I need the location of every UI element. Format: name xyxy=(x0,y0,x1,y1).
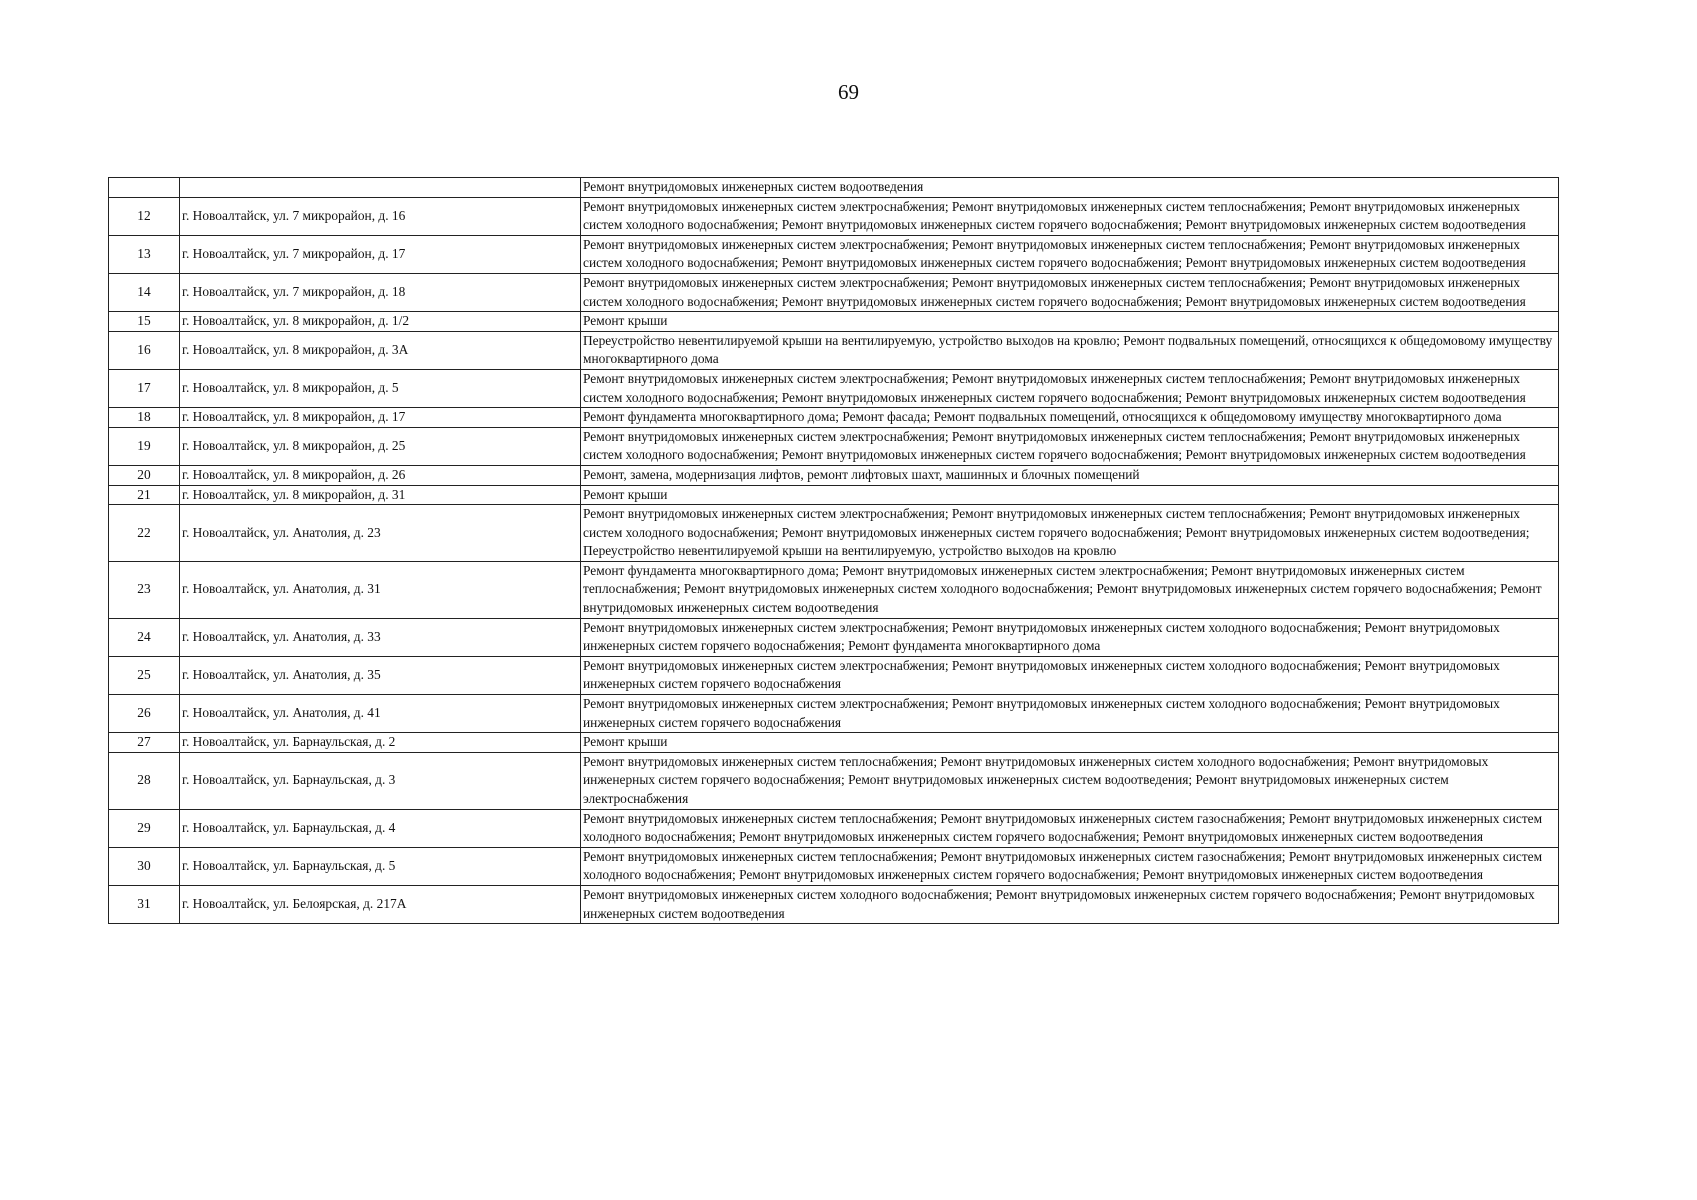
work-description-cell: Ремонт внутридомовых инженерных систем электроснабжения; Ремонт внутридомовых инженерных систем холодного водоснабжения; Ремонт внутридомовых инженерных систем горячего водоснабжения xyxy=(581,656,1559,694)
row-number-cell: 23 xyxy=(109,561,180,618)
row-number-cell: 26 xyxy=(109,695,180,733)
address-cell: г. Новоалтайск, ул. Белоярская, д. 217А xyxy=(180,885,581,923)
table-row xyxy=(109,465,1559,485)
work-description-cell: Ремонт внутридомовых инженерных систем теплоснабжения; Ремонт внутридомовых инженерных систем холодного водоснабжения; Ремонт внутридомовых инженерных систем горячего водоснабжения; Ремонт внутридомовых инженерных систем водоотведения; Ремонт внутридомовых инженерных систем электроснабжения xyxy=(581,752,1559,809)
row-number-cell: 30 xyxy=(109,847,180,885)
address-cell: г. Новоалтайск, ул. Анатолия, д. 35 xyxy=(180,656,581,694)
work-description-cell: Ремонт внутридомовых инженерных систем электроснабжения; Ремонт внутридомовых инженерных систем теплоснабжения; Ремонт внутридомовых инженерных систем холодного водоснабжения; Ремонт внутридомовых инженерных систем горячего водоснабжения; Ремонт внутридомовых инженерных систем водоотведения xyxy=(581,235,1559,273)
address-cell: г. Новоалтайск, ул. 7 микрорайон, д. 17 xyxy=(180,235,581,273)
table-row xyxy=(109,561,1559,618)
table-row xyxy=(109,695,1559,733)
table-row xyxy=(109,656,1559,694)
address-cell: г. Новоалтайск, ул. 8 микрорайон, д. 1/2 xyxy=(180,312,581,332)
table-row xyxy=(109,752,1559,809)
repair-schedule-table-wrapper xyxy=(108,177,1559,924)
address-cell: г. Новоалтайск, ул. 8 микрорайон, д. 26 xyxy=(180,465,581,485)
table-row xyxy=(109,369,1559,407)
row-number-cell: 15 xyxy=(109,312,180,332)
address-cell: г. Новоалтайск, ул. Анатолия, д. 41 xyxy=(180,695,581,733)
address-cell: г. Новоалтайск, ул. 8 микрорайон, д. 25 xyxy=(180,427,581,465)
row-number-cell: 20 xyxy=(109,465,180,485)
table-row xyxy=(109,273,1559,311)
address-cell: г. Новоалтайск, ул. 7 микрорайон, д. 18 xyxy=(180,273,581,311)
work-description-cell: Ремонт внутридомовых инженерных систем электроснабжения; Ремонт внутридомовых инженерных систем теплоснабжения; Ремонт внутридомовых инженерных систем холодного водоснабжения; Ремонт внутридомовых инженерных систем горячего водоснабжения; Ремонт внутридомовых инженерных систем водоотведения xyxy=(581,273,1559,311)
work-description-cell: Ремонт фундамента многоквартирного дома; Ремонт внутридомовых инженерных систем электроснабжения; Ремонт внутридомовых инженерных систем теплоснабжения; Ремонт внутридомовых инженерных систем холодного водоснабжения; Ремонт внутридомовых инженерных систем горячего водоснабжения; Ремонт внутридомовых инженерных систем водоотведения xyxy=(581,561,1559,618)
address-cell: г. Новоалтайск, ул. Анатолия, д. 23 xyxy=(180,505,581,562)
work-description-cell: Ремонт, замена, модернизация лифтов, ремонт лифтовых шахт, машинных и блочных помещений xyxy=(581,465,1559,485)
work-description-cell: Переустройство невентилируемой крыши на вентилируемую, устройство выходов на кровлю; Ремонт подвальных помещений, относящихся к общедомовому имуществу многоквартирного дома xyxy=(581,331,1559,369)
row-number-cell: 21 xyxy=(109,485,180,505)
work-description-cell: Ремонт крыши xyxy=(581,733,1559,753)
table-row xyxy=(109,505,1559,562)
table-row xyxy=(109,733,1559,753)
table-row xyxy=(109,618,1559,656)
work-description-cell: Ремонт внутридомовых инженерных систем водоотведения xyxy=(581,178,1559,198)
table-body xyxy=(109,178,1559,924)
row-number-cell: 25 xyxy=(109,656,180,694)
row-number-cell xyxy=(109,178,180,198)
row-number-cell: 29 xyxy=(109,809,180,847)
work-description-cell: Ремонт внутридомовых инженерных систем электроснабжения; Ремонт внутридомовых инженерных систем теплоснабжения; Ремонт внутридомовых инженерных систем холодного водоснабжения; Ремонт внутридомовых инженерных систем горячего водоснабжения; Ремонт внутридомовых инженерных систем водоотведения; Переустройство невентилируемой крыши на вентилируемую, устройство выходов на кровлю xyxy=(581,505,1559,562)
row-number-cell: 18 xyxy=(109,408,180,428)
row-number-cell: 17 xyxy=(109,369,180,407)
work-description-cell: Ремонт внутридомовых инженерных систем холодного водоснабжения; Ремонт внутридомовых инженерных систем горячего водоснабжения; Ремонт внутридомовых инженерных систем водоотведения xyxy=(581,885,1559,923)
work-description-cell: Ремонт крыши xyxy=(581,485,1559,505)
address-cell: г. Новоалтайск, ул. Барнаульская, д. 3 xyxy=(180,752,581,809)
table-row xyxy=(109,885,1559,923)
repair-schedule-table xyxy=(108,177,1559,924)
row-number-cell: 22 xyxy=(109,505,180,562)
work-description-cell: Ремонт внутридомовых инженерных систем электроснабжения; Ремонт внутридомовых инженерных систем теплоснабжения; Ремонт внутридомовых инженерных систем холодного водоснабжения; Ремонт внутридомовых инженерных систем горячего водоснабжения; Ремонт внутридомовых инженерных систем водоотведения xyxy=(581,427,1559,465)
row-number-cell: 16 xyxy=(109,331,180,369)
address-cell: г. Новоалтайск, ул. Барнаульская, д. 4 xyxy=(180,809,581,847)
page-number: 69 xyxy=(838,80,859,104)
work-description-cell: Ремонт внутридомовых инженерных систем электроснабжения; Ремонт внутридомовых инженерных систем холодного водоснабжения; Ремонт внутридомовых инженерных систем горячего водоснабжения; Ремонт фундамента многоквартирного дома xyxy=(581,618,1559,656)
row-number-cell: 13 xyxy=(109,235,180,273)
table-row xyxy=(109,427,1559,465)
table-row xyxy=(109,235,1559,273)
address-cell: г. Новоалтайск, ул. 8 микрорайон, д. 31 xyxy=(180,485,581,505)
table-row xyxy=(109,178,1559,198)
row-number-cell: 24 xyxy=(109,618,180,656)
table-row xyxy=(109,408,1559,428)
address-cell: г. Новоалтайск, ул. Барнаульская, д. 2 xyxy=(180,733,581,753)
address-cell xyxy=(180,178,581,198)
work-description-cell: Ремонт внутридомовых инженерных систем электроснабжения; Ремонт внутридомовых инженерных систем теплоснабжения; Ремонт внутридомовых инженерных систем холодного водоснабжения; Ремонт внутридомовых инженерных систем горячего водоснабжения; Ремонт внутридомовых инженерных систем водоотведения xyxy=(581,197,1559,235)
address-cell: г. Новоалтайск, ул. 8 микрорайон, д. 17 xyxy=(180,408,581,428)
table-row xyxy=(109,197,1559,235)
row-number-cell: 12 xyxy=(109,197,180,235)
address-cell: г. Новоалтайск, ул. 8 микрорайон, д. 3А xyxy=(180,331,581,369)
work-description-cell: Ремонт внутридомовых инженерных систем электроснабжения; Ремонт внутридомовых инженерных систем холодного водоснабжения; Ремонт внутридомовых инженерных систем горячего водоснабжения xyxy=(581,695,1559,733)
table-row xyxy=(109,809,1559,847)
work-description-cell: Ремонт крыши xyxy=(581,312,1559,332)
work-description-cell: Ремонт внутридомовых инженерных систем теплоснабжения; Ремонт внутридомовых инженерных систем газоснабжения; Ремонт внутридомовых инженерных систем холодного водоснабжения; Ремонт внутридомовых инженерных систем горячего водоснабжения; Ремонт внутридомовых инженерных систем водоотведения xyxy=(581,847,1559,885)
address-cell: г. Новоалтайск, ул. 8 микрорайон, д. 5 xyxy=(180,369,581,407)
table-row xyxy=(109,312,1559,332)
row-number-cell: 28 xyxy=(109,752,180,809)
row-number-cell: 19 xyxy=(109,427,180,465)
row-number-cell: 27 xyxy=(109,733,180,753)
table-row xyxy=(109,331,1559,369)
address-cell: г. Новоалтайск, ул. Анатолия, д. 33 xyxy=(180,618,581,656)
row-number-cell: 14 xyxy=(109,273,180,311)
work-description-cell: Ремонт внутридомовых инженерных систем теплоснабжения; Ремонт внутридомовых инженерных систем газоснабжения; Ремонт внутридомовых инженерных систем холодного водоснабжения; Ремонт внутридомовых инженерных систем горячего водоснабжения; Ремонт внутридомовых инженерных систем водоотведения xyxy=(581,809,1559,847)
address-cell: г. Новоалтайск, ул. Анатолия, д. 31 xyxy=(180,561,581,618)
work-description-cell: Ремонт фундамента многоквартирного дома; Ремонт фасада; Ремонт подвальных помещений, относящихся к общедомовому имуществу многоквартирного дома xyxy=(581,408,1559,428)
address-cell: г. Новоалтайск, ул. Барнаульская, д. 5 xyxy=(180,847,581,885)
address-cell: г. Новоалтайск, ул. 7 микрорайон, д. 16 xyxy=(180,197,581,235)
table-row xyxy=(109,485,1559,505)
table-row xyxy=(109,847,1559,885)
work-description-cell: Ремонт внутридомовых инженерных систем электроснабжения; Ремонт внутридомовых инженерных систем теплоснабжения; Ремонт внутридомовых инженерных систем холодного водоснабжения; Ремонт внутридомовых инженерных систем горячего водоснабжения; Ремонт внутридомовых инженерных систем водоотведения xyxy=(581,369,1559,407)
row-number-cell: 31 xyxy=(109,885,180,923)
